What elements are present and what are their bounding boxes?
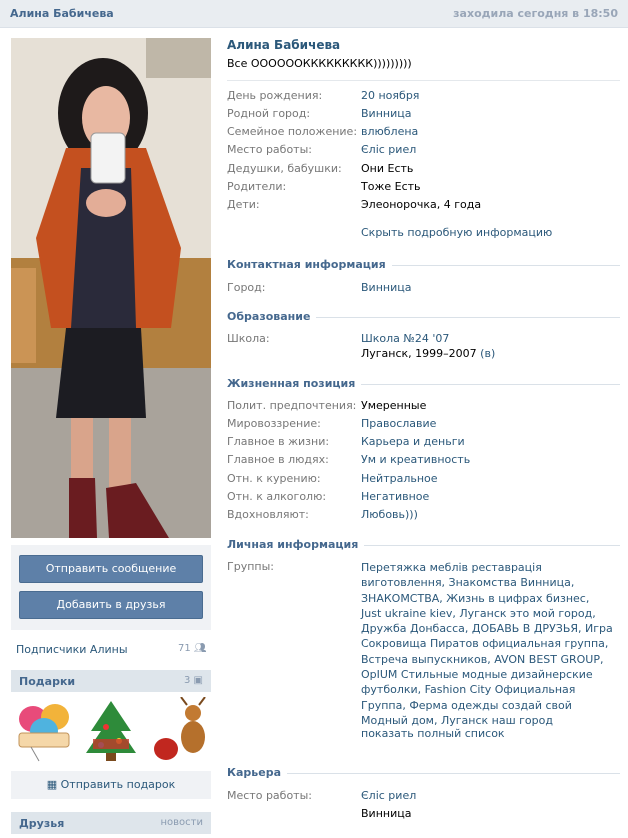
info-key: Вдохновляют: [227, 508, 309, 521]
info-key: Город: [227, 281, 266, 294]
section-title: Личная информация [227, 538, 364, 551]
info-value[interactable]: Єліс риел [361, 143, 417, 156]
info-value: Умеренные [361, 399, 427, 412]
gifts-images [11, 697, 211, 763]
show-full-list-link[interactable]: показать полный список [361, 727, 505, 740]
info-key: Место работы: [227, 143, 312, 156]
info-key: Родной город: [227, 107, 311, 120]
info-key: Группы: [227, 560, 274, 573]
send-message-button[interactable]: Отправить сообщение [19, 555, 203, 583]
gift-box-icon: ▦ [46, 778, 58, 791]
info-row-smoking [227, 472, 622, 490]
section-title: Контактная информация [227, 258, 392, 271]
info-value: Они Есть [361, 162, 414, 175]
info-value[interactable]: Винница [361, 281, 412, 294]
info-key: Родители: [227, 180, 287, 193]
hide-info-row [227, 226, 622, 244]
info-row-career-city [227, 807, 622, 825]
info-key: Главное в жизни: [227, 435, 330, 448]
info-key: День рождения: [227, 89, 323, 102]
section-life-position [227, 377, 620, 393]
info-row-children [227, 198, 622, 216]
gifts-count: 3 ▣ [183, 675, 203, 686]
info-row-work [227, 143, 622, 161]
info-key: Место работы: [227, 789, 312, 802]
school-class-link[interactable]: (в) [480, 347, 496, 360]
subscribers-link[interactable]: Подписчики Алины [16, 643, 128, 656]
gift-reindeer[interactable] [154, 697, 205, 760]
profile-photo[interactable] [11, 38, 211, 538]
info-value[interactable]: Православие [361, 417, 437, 430]
friends-header[interactable] [11, 812, 211, 834]
info-value: Элеонорочка, 4 года [361, 198, 482, 211]
gifts-title: Подарки [19, 675, 76, 688]
friends-news-link[interactable]: новости [160, 817, 203, 828]
section-career [227, 766, 620, 782]
top-bar-name[interactable]: Алина Бабичева [10, 7, 114, 20]
gifts-list [11, 697, 211, 763]
info-row-school-city [227, 347, 622, 365]
profile-photo-column [11, 38, 211, 538]
info-row-people-main [227, 453, 622, 471]
info-row-worldview [227, 417, 622, 435]
info-row-alcohol [227, 490, 622, 508]
info-row-career-work [227, 789, 622, 807]
school-link[interactable]: Школа №24 '07 [361, 332, 450, 345]
info-value[interactable]: влюблена [361, 125, 419, 138]
gifts-header[interactable] [11, 670, 211, 692]
info-row-politics [227, 399, 622, 417]
info-key: Мировоззрение: [227, 417, 321, 430]
info-key: Дедушки, бабушки: [227, 162, 342, 175]
info-value[interactable]: Нейтральное [361, 472, 438, 485]
full-list-row [227, 727, 622, 745]
info-row-birthday [227, 89, 622, 107]
groups-list[interactable]: Перетяжка меблів реставрація виготовлення, Знакомства Винница, ЗНАКОМСТВА, Жизнь в цифрах бизнес, Just ukraine kiev, Луганск это мой город, Дружба Донбасса, ДОБАВЬ В ДРУЗЬЯ, Игра Сокровища Пиратов официальная группа, Встреча выпускников, AVON BEST GROUP, OpIUM Стильные модные дизайнерские футболки, Fashion City Официальная Группа, Ферма одежды создай свой Модный дом, Луганск наш город [361, 561, 613, 727]
info-row-inspiration [227, 508, 622, 526]
info-value[interactable]: Любовь))) [361, 508, 418, 521]
profile-status[interactable]: Все ООООООККККККККК))))))))) [227, 57, 412, 70]
section-personal [227, 538, 620, 554]
info-row-life-main [227, 435, 622, 453]
divider [227, 80, 620, 81]
info-value[interactable]: Ум и креативность [361, 453, 471, 466]
person-icon: 👥︎ [193, 643, 207, 654]
section-title: Образование [227, 310, 316, 323]
gift-icon: ▣ [193, 675, 203, 686]
section-title: Жизненная позиция [227, 377, 361, 390]
info-key: Дети: [227, 198, 260, 211]
profile-photo-image [11, 38, 211, 538]
send-gift-button[interactable]: ▦ Отправить подарок [11, 771, 211, 799]
info-row-grandparents [227, 162, 622, 180]
school-years: Луганск, 1999–2007 (в) [361, 347, 496, 360]
gift-christmas-tree[interactable] [86, 701, 136, 761]
action-buttons-area [11, 545, 211, 630]
info-value[interactable]: 20 ноября [361, 89, 420, 102]
info-key: Отн. к алкоголю: [227, 490, 327, 503]
friends-title: Друзья [19, 817, 65, 830]
subscribers-count: 71 👥︎ [178, 643, 207, 654]
career-city: Винница [361, 807, 412, 820]
section-contacts [227, 258, 620, 274]
info-key: Семейное положение: [227, 125, 358, 138]
add-friend-button[interactable]: Добавить в друзья [19, 591, 203, 619]
online-status: заходила сегодня в 18:50 [453, 7, 618, 20]
info-value[interactable]: Єліс риел [361, 789, 417, 802]
section-education [227, 310, 620, 326]
info-value[interactable]: Винница [361, 107, 412, 120]
section-title: Карьера [227, 766, 287, 779]
info-value[interactable]: Карьера и деньги [361, 435, 465, 448]
info-key: Главное в людях: [227, 453, 329, 466]
hide-info-link[interactable]: Скрыть подробную информацию [361, 226, 553, 239]
info-key: Полит. предпочтения: [227, 399, 357, 412]
info-key: Школа: [227, 332, 270, 345]
gift-valentine[interactable] [19, 704, 69, 761]
info-row-relationship [227, 125, 622, 143]
info-value[interactable]: Негативное [361, 490, 430, 503]
info-row-hometown [227, 107, 622, 125]
info-row-city [227, 281, 622, 299]
info-row-parents [227, 180, 622, 198]
profile-name: Алина Бабичева [227, 38, 341, 52]
info-value: Тоже Есть [361, 180, 421, 193]
info-key: Отн. к курению: [227, 472, 321, 485]
top-bar [0, 0, 628, 28]
